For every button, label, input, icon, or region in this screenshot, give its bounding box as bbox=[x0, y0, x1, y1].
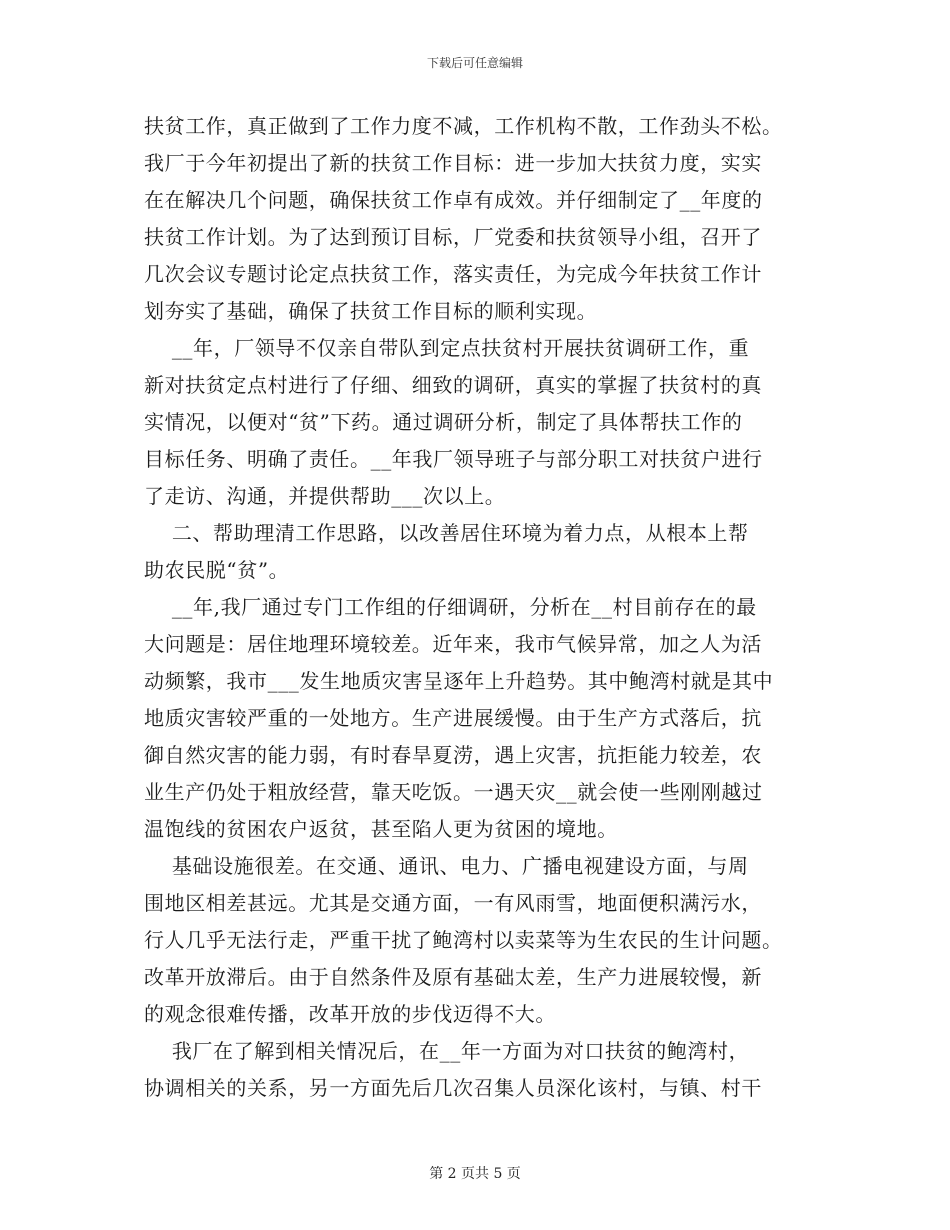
text-line: 的观念很难传播，改革开放的步伐迈得不大。 bbox=[144, 1002, 556, 1026]
text-line: __年，厂领导不仅亲自带队到定点扶贫村开展扶贫调研工作，重 bbox=[144, 336, 750, 360]
text-line: 业生产仍处于粗放经营，靠天吃饭。一遇天灾__就会使一些刚刚越过 bbox=[144, 780, 763, 804]
text-line: 几次会议专题讨论定点扶贫工作，落实责任，为完成今年扶贫工作计 bbox=[144, 262, 762, 286]
document-body bbox=[144, 108, 808, 1107]
text-line: 围地区相差甚远。尤其是交通方面，一有风雨雪，地面便积满污水， bbox=[144, 891, 762, 915]
text-line: 大问题是：居住地理环境较差。近年来，我市气候异常，加之人为活 bbox=[144, 632, 762, 656]
text-line: 御自然灾害的能力弱，有时春旱夏涝，遇上灾害，抗拒能力较差，农 bbox=[144, 743, 762, 767]
text-line: 我厂在了解到相关情况后，在__年一方面为对口扶贫的鲍湾村， bbox=[144, 1039, 750, 1063]
text-line: 动频繁，我市___发生地质灾害呈逐年上升趋势。其中鲍湾村就是其中 bbox=[144, 669, 774, 693]
page-footer: 第 2 页共 5 页 bbox=[429, 1166, 521, 1182]
text-line: 实情况，以便对“贫”下药。通过调研分析，制定了具体帮扶工作的 bbox=[144, 410, 743, 434]
text-line: 助农民脱“贫”。 bbox=[144, 558, 290, 582]
text-line: 扶贫工作，真正做到了工作力度不减，工作机构不散，工作劲头不松。 bbox=[144, 114, 783, 138]
text-line: 协调相关的关系，另一方面先后几次召集人员深化该村，与镇、村干 bbox=[144, 1076, 762, 1100]
text-line: 在在解决几个问题，确保扶贫工作卓有成效。并仔细制定了__年度的 bbox=[144, 188, 763, 212]
text-line: 新对扶贫定点村进行了仔细、细致的调研，真实的掌握了扶贫村的真 bbox=[144, 373, 762, 397]
text-line: 划夯实了基础，确保了扶贫工作目标的顺利实现。 bbox=[144, 299, 598, 323]
text-line: 我厂于今年初提出了新的扶贫工作目标：进一步加大扶贫力度，实实 bbox=[144, 151, 762, 175]
text-line: 目标任务、明确了责任。__年我厂领导班子与部分职工对扶贫户进行 bbox=[144, 447, 763, 471]
text-line: 改革开放滞后。由于自然条件及原有基础太差，生产力进展较慢，新 bbox=[144, 965, 762, 989]
text-line: 了走访、沟通，并提供帮助___次以上。 bbox=[144, 484, 506, 508]
text-line: 基础设施很差。在交通、通讯、电力、广播电视建设方面，与周 bbox=[144, 854, 749, 878]
text-line: 地质灾害较严重的一处地方。生产进展缓慢。由于生产方式落后，抗 bbox=[144, 706, 762, 730]
text-line: 二、帮助理清工作思路，以改善居住环境为着力点，从根本上帮 bbox=[144, 521, 749, 545]
text-line: 温饱线的贫困农户返贫，甚至陷人更为贫困的境地。 bbox=[144, 817, 618, 841]
text-line: 扶贫工作计划。为了达到预订目标，厂党委和扶贫领导小组，召开了 bbox=[144, 225, 762, 249]
page-header: 下载后可任意编辑 bbox=[426, 56, 523, 70]
text-line: 行人几乎无法行走，严重干扰了鲍湾村以卖菜等为生农民的生计问题。 bbox=[144, 928, 783, 952]
text-line: __年,我厂通过专门工作组的仔细调研，分析在__村目前存在的最 bbox=[144, 595, 757, 619]
